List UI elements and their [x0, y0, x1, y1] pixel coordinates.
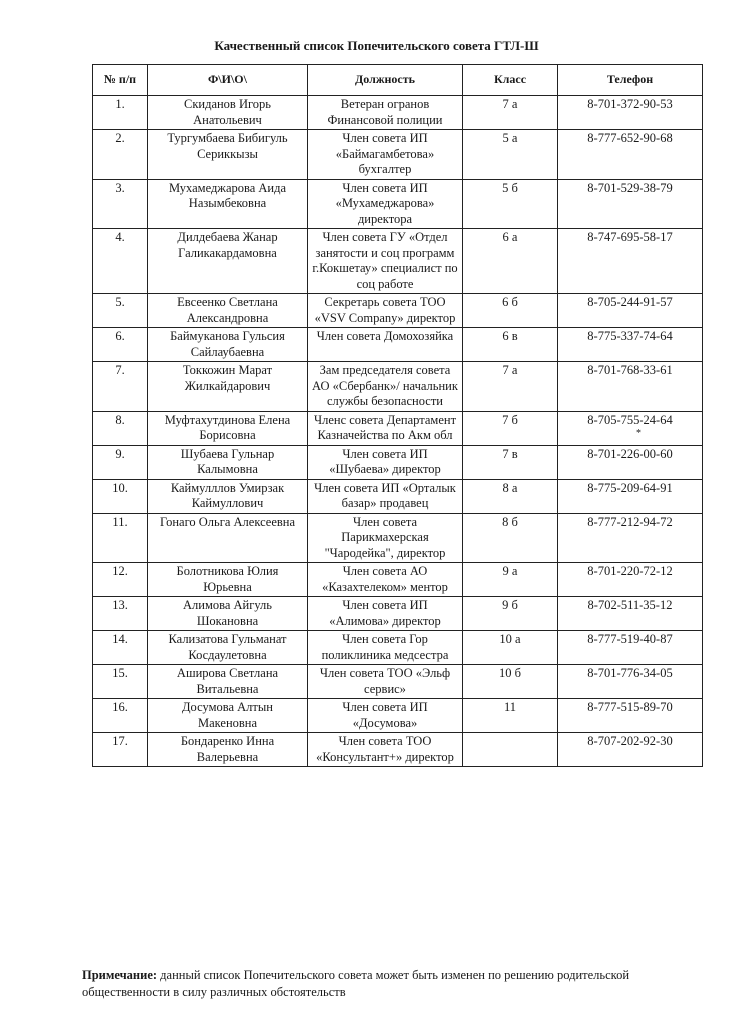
member-class-text: 6 в [502, 329, 518, 343]
member-phone-text: 8-747-695-58-17 [587, 230, 673, 244]
table-row [93, 563, 703, 597]
member-position-text: Член совета ИП «Баймагамбетова» бухгалтер [335, 131, 435, 176]
member-position [308, 328, 463, 362]
member-position-text: Член совета Парикмахерская "Чародейка", директор [324, 514, 446, 560]
member-position [308, 563, 463, 597]
member-name-text: Бондаренко Инна Валерьевна [180, 734, 275, 764]
member-position-text: Член совета ТОО «Эльф сервис» [319, 666, 451, 696]
member-position [308, 294, 463, 328]
member-position [308, 479, 463, 513]
member-name-text: Евсеенко Светлана Александровна [177, 295, 278, 325]
row-number [93, 597, 148, 631]
header-position: Должность [308, 65, 463, 96]
member-position [308, 96, 463, 130]
row-number [93, 179, 148, 229]
row-number-text: 14. [112, 632, 128, 646]
member-class-text: 6 б [502, 295, 518, 309]
member-name [148, 445, 308, 479]
row-number [93, 665, 148, 699]
member-class [463, 130, 558, 180]
member-name-text: Дилдебаева Жанар Галикакардамовна [177, 230, 278, 260]
table-row [93, 513, 703, 563]
member-class-text: 8 б [502, 514, 518, 529]
member-class [463, 179, 558, 229]
member-phone [558, 733, 703, 767]
table-header-row [93, 65, 703, 96]
member-phone [558, 362, 703, 412]
member-position-text: Член совета ИП «Орталык базар» продавец [314, 480, 456, 510]
row-number-text: 6. [115, 329, 125, 343]
member-phone [558, 130, 703, 180]
member-position [308, 362, 463, 412]
member-class [463, 362, 558, 412]
row-number [93, 328, 148, 362]
member-position [308, 665, 463, 699]
table-row [93, 179, 703, 229]
member-class [463, 733, 558, 767]
member-class [463, 294, 558, 328]
member-phone-text: 8-777-652-90-68 [587, 131, 673, 145]
member-class-text: 7 б [502, 412, 518, 427]
row-number [93, 733, 148, 767]
member-name [148, 631, 308, 665]
table-row [93, 597, 703, 631]
member-class [463, 699, 558, 733]
footnote-text: данный список Попечительского совета может быть изменен по решению родительской общественности в силу различных обстоятельств [82, 968, 630, 999]
table-row [93, 294, 703, 328]
member-position-text: Член совета ИП «Досумова» [342, 700, 428, 730]
table-row [93, 733, 703, 767]
member-position-text: Член совета ИП «Шубаева» директор [329, 446, 441, 476]
member-phone-text: 8-705-244-91-57 [587, 295, 673, 309]
row-number [93, 631, 148, 665]
member-name-text: Досумова Алтын Макеновна [182, 700, 273, 730]
member-class-text: 5 а [502, 131, 518, 145]
row-number [93, 229, 148, 294]
member-position-text: Член совета ИП «Алимова» директор [329, 598, 441, 628]
member-position-text: Член совета Домохозяйка [316, 329, 454, 343]
header-phone: Телефон [558, 65, 703, 96]
member-position [308, 229, 463, 294]
member-class-text: 8 а [502, 480, 518, 495]
member-position-text: Зам председателя совета АО «Сбербанк»/ начальник службы безопасности [312, 363, 458, 408]
member-class [463, 229, 558, 294]
row-number [93, 699, 148, 733]
member-phone [558, 665, 703, 699]
member-position [308, 179, 463, 229]
member-class [463, 597, 558, 631]
table-row [93, 130, 703, 180]
row-number [93, 445, 148, 479]
table-row [93, 665, 703, 699]
row-number [93, 563, 148, 597]
row-number-text: 1. [115, 97, 125, 111]
row-number [93, 130, 148, 180]
row-number [93, 411, 148, 445]
member-position-text: Член совета ИП «Мухамеджарова» директора [335, 180, 435, 226]
member-phone [558, 597, 703, 631]
member-class [463, 631, 558, 665]
table-row [93, 328, 703, 362]
member-class-text: 10 а [499, 632, 521, 646]
member-name [148, 597, 308, 631]
member-position-text: Член совета АО «Казахтелеком» ментор [322, 564, 448, 594]
header-name: Ф\И\О\ [148, 65, 308, 96]
member-name [148, 328, 308, 362]
member-phone [558, 328, 703, 362]
table-row [93, 699, 703, 733]
member-phone-text: 8-777-212-94-72 [587, 514, 673, 529]
member-name [148, 229, 308, 294]
member-position [308, 733, 463, 767]
member-phone-text: 8-701-226-00-60 [587, 446, 673, 461]
member-name-text: Токкожин Марат Жилкайдарович [182, 363, 273, 393]
member-position-text: Член совета ТОО «Консультант+» директор [316, 734, 454, 764]
member-phone [558, 411, 703, 445]
member-class-text: 10 б [499, 666, 521, 680]
row-number-text: 15. [112, 666, 128, 680]
member-class [463, 665, 558, 699]
member-name-text: Скиданов Игорь Анатольевич [183, 97, 272, 127]
member-name [148, 665, 308, 699]
row-number-text: 11. [112, 514, 128, 529]
member-name [148, 179, 308, 229]
row-number-text: 9. [115, 446, 125, 461]
member-class [463, 328, 558, 362]
row-number-text: 5. [115, 295, 125, 309]
table-row [93, 631, 703, 665]
member-class-text: 9 б [502, 598, 518, 612]
member-phone [558, 563, 703, 597]
row-number-text: 16. [112, 700, 128, 714]
member-name [148, 96, 308, 130]
member-position [308, 631, 463, 665]
table-row [93, 229, 703, 294]
member-class [463, 96, 558, 130]
row-number-text: 10. [112, 480, 128, 495]
row-number [93, 96, 148, 130]
member-position-text: Член совета ГУ «Отдел занятости и соц программ г.Кокшетау» специалист по соц работе [312, 230, 458, 291]
member-phone [558, 179, 703, 229]
member-class [463, 445, 558, 479]
row-number-text: 13. [112, 598, 128, 612]
member-position [308, 699, 463, 733]
member-phone-text: 8-701-372-90-53 [587, 97, 673, 111]
member-position-text: Член совета Гор поликлиника медсестра [321, 632, 449, 662]
member-name [148, 294, 308, 328]
table-row [93, 96, 703, 130]
member-position [308, 513, 463, 563]
member-phone-text: 8-702-511-35-12 [587, 598, 673, 612]
member-class-text: 11 [503, 700, 517, 714]
member-phone-text: 8-775-209-64-91 [587, 480, 673, 495]
member-phone [558, 445, 703, 479]
row-number-text: 2. [115, 131, 125, 145]
member-phone-text: 8-701-768-33-61 [587, 363, 673, 377]
member-phone [558, 294, 703, 328]
member-name-text: Баймуканова Гульсия Сайлаубаевна [170, 329, 285, 359]
header-num: № п/п [93, 65, 148, 96]
member-phone-text: 8-775-337-74-64 [587, 329, 673, 343]
footnote [82, 967, 702, 1001]
row-number-text: 12. [112, 564, 128, 578]
row-number-text: 7. [115, 363, 125, 377]
member-name-text: Аширова Светлана Витальевна [176, 666, 279, 696]
member-class-text: 9 а [502, 564, 518, 578]
member-position [308, 130, 463, 180]
member-phone [558, 479, 703, 513]
member-position-text: Ветеран огранов Финансовой полиции [327, 97, 443, 127]
member-name [148, 699, 308, 733]
member-phone-text: 8-777-519-40-87 [587, 632, 673, 646]
member-class [463, 563, 558, 597]
member-name-text: Шубаева Гульнар Калымовна [180, 446, 275, 476]
member-name [148, 479, 308, 513]
member-phone [558, 229, 703, 294]
member-phone-text: 8-705-755-24-64 [587, 412, 673, 427]
member-class-text: 6 а [502, 230, 518, 244]
member-name-text: Муфтахутдинова Елена Борисовна [164, 412, 291, 442]
row-number-text: 3. [115, 180, 125, 195]
row-number [93, 362, 148, 412]
member-name-text: Алимова Айгуль Шокановна [182, 598, 272, 628]
table-row [93, 445, 703, 479]
member-class [463, 411, 558, 445]
member-name-text: Гонаго Ольга Алексеевна [159, 514, 296, 529]
member-phone-text: 8-701-776-34-05 [587, 666, 673, 680]
member-class-text: 7 в [502, 446, 518, 461]
row-number [93, 479, 148, 513]
member-name [148, 513, 308, 563]
member-phone-text: 8-777-515-89-70 [587, 700, 673, 714]
member-name [148, 563, 308, 597]
table-row [93, 362, 703, 412]
row-number [93, 513, 148, 563]
member-name-text: Кализатова Гульманат Косдаулетовна [168, 632, 287, 662]
table-row [93, 479, 703, 513]
member-position-text: Членс совета Департамент Казначейства по Акм обл [313, 412, 457, 442]
member-name [148, 411, 308, 445]
member-name-text: Болотникова Юлия Юрьевна [176, 564, 279, 594]
member-class-text: 5 б [502, 180, 518, 195]
member-phone-text: 8-707-202-92-30 [587, 734, 673, 748]
member-phone [558, 96, 703, 130]
member-phone-text: 8-701-529-38-79 [587, 180, 673, 195]
member-position [308, 597, 463, 631]
member-class-text: 7 а [502, 363, 518, 377]
member-position [308, 445, 463, 479]
row-number-text: 8. [115, 412, 125, 427]
member-phone [558, 631, 703, 665]
row-number-text: 4. [115, 230, 125, 244]
table-row [93, 411, 703, 445]
phone-mark: * [636, 428, 641, 439]
member-phone [558, 513, 703, 563]
footnote-label: Примечание: [82, 968, 158, 982]
row-number [93, 294, 148, 328]
member-position [308, 411, 463, 445]
member-name-text: Тургумбаева Бибигуль Сериккызы [167, 131, 288, 161]
member-name-text: Каймулллов Умирзак Каймуллович [170, 480, 285, 510]
member-phone [558, 699, 703, 733]
member-position-text: Секретарь совета ТОО «VSV Company» директор [314, 295, 456, 325]
member-class-text: 7 а [502, 97, 518, 111]
member-name [148, 733, 308, 767]
document-title: Качественный список Попечительского совета ГТЛ-Ш [214, 38, 539, 53]
member-name [148, 130, 308, 180]
member-phone-text: 8-701-220-72-12 [587, 564, 673, 578]
row-number-text: 17. [112, 734, 128, 748]
member-class [463, 479, 558, 513]
member-name-text: Мухамеджарова Аида Назымбековна [168, 180, 287, 210]
header-class: Класс [463, 65, 558, 96]
member-name [148, 362, 308, 412]
member-class [463, 513, 558, 563]
council-table [92, 64, 703, 767]
